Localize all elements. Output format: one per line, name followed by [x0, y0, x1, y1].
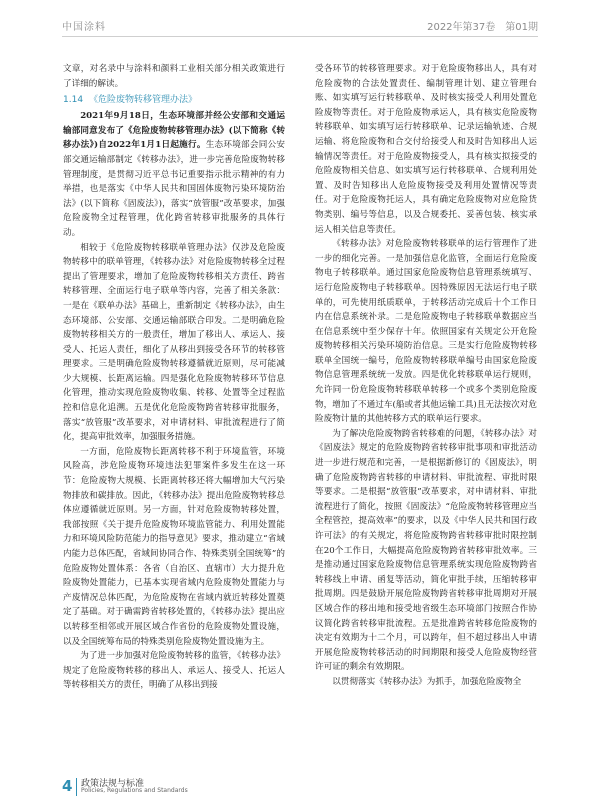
paragraph: 为了进一步加强对危险废物转移的监管，《转移办法》规定了危险废物转移的移出人、承运人、接受人、托运人等转移相关方的责任，明确了从移出到接 — [63, 651, 285, 691]
paragraph: 为了解决危险废物跨省转移难的问题，《转移办法》对《固废法》规定的危险废物跨省转移审批事项和审批活动进一步进行规范和完善，一是根据新修订的《固废法》，明确了危险废物跨省转移的申请材料、审批流程、审批时限等要求。二是根据“放管服”改革要求，对申请材料、审批流程进行了简化，按照《固废法》“危险废物转移管理应当全程管控，提高效率”的要求，以及《中华人民共和国行政许可法》的有关规定，将危险废物跨省转移审批时限控制在20个工作日，大幅提高危险废物跨省转移审批效率。三是推动通过国家危险废物信息管理系统实现危险废物跨省转移线上申请、函复等活动，简化审批手续，压缩转移审批周期。四是鼓励开展危险废物跨省转移审批周期对开展区域合作的移出地和接受地省级生态环境部门按照合作协议简化跨省转移审批流程。五是批准跨省转移危险废物的决定有效期为十二个月，可以跨年，但不超过移出人申请开展危险废物转移活动的时间期限和接受人危险废物经营许可证的剩余有效期限。 — [315, 428, 537, 673]
left-column — [63, 62, 285, 762]
paragraph-text: 生态环境部会同公安部交通运输部制定《转移办法》，进一步完善危险废物转移管理制度，是贯彻习近平总书记重要指示批示精神的有力举措，也是落实《中华人民共和国固体废物污染环境防治法》(以下简称《固废法》)，落实“放管服”改革要求，加强危险废物全过程管理，优化跨省转移审批服务的具体行动。 — [63, 140, 285, 238]
section-title: 《危险废物转移管理办法》 — [89, 95, 198, 106]
section-number: 1.14 — [63, 95, 84, 106]
column-name: 政策法规与标准 — [81, 779, 145, 789]
footer-divider — [76, 778, 77, 796]
journal-name: 中国涂料 — [62, 22, 106, 33]
section-heading — [63, 92, 285, 108]
issue-info: 2022年第37卷 第01期 — [427, 22, 538, 33]
bold-lead-text: 2021年9月18日，生态环境部并经公安部和交通运输部同意发布了《危险废物转移管理办法》(以下简称《转移办法》)自2022年1月1日起施行。 — [63, 111, 285, 151]
page-header — [62, 12, 538, 37]
paragraph: 《转移办法》对危险废物转移联单的运行管理作了进一步的细化完善。一是加强信息化监管，全面运行危险废物电子转移联单。通过国家危险废物信息管理系统填写、运行危险废物电子转移联单。因特殊原因无法运行电子联单的，可先使用纸质联单，于转移活动完成后十个工作日内在信息系统补录。二是危险废物电子转移联单数据应当在信息系统中至少保存十年。依照国家有关规定公开危险废物转移相关污染环境防治信息。三是实行危险废物转移联单全国统一编号，危险废物转移联单编号由国家危险废物信息管理系统统一发放。四是优化转移联单运行规则，允许同一份危险废物转移联单转移一个或多个类别危险废物，增加了不通过车(船或者其他运输工具)且无法按次对危险废物计量的其他转移方式的联单运行要求。 — [315, 239, 537, 425]
column-name-english: Policies, Regulations and Standards — [81, 787, 188, 794]
paragraph: 相较于《危险废物转移联单管理办法》仅涉及危险废物转移中的联单管理，《转移办法》对危险废物转移全过程提出了管理要求，增加了危险废物转移相关方责任、跨省转移管理、全面运行电子联单等内容，完善了相关条款：一是在《联单办法》基础上，重新制定《转移办法》，由生态环境部、公安部、交通运输部联合印发。二是明确危险废物转移相关方的一般责任，增加了移出人、承运人、接受人、托运人责任，细化了从移出到接受各环节的转移管理要求。三是明确危险废物转移遵循就近原则，尽可能减少大规模、长距离运输。四是强化危险废物转移环节信息化管理，推动实现危险废物收集、转移、处置等全过程监控和信息化追溯。五是优化危险废物跨省转移审批服务，落实“放管服”改革要求，对申请材料、审批流程进行了简化，提高审批效率，加强服务措施。 — [63, 242, 285, 443]
paragraph: 以贯彻落实《转移办法》为抓手，加强危险废物全 — [332, 676, 522, 687]
page-number: 4 — [62, 777, 73, 795]
paragraph: 一方面，危险废物长距离转移不利于环境监管，环境风险高，涉危险废物环境违法犯罪案件多发生在这一环节：危险废物大规模、长距离转移还将大幅增加大气污染物排放和碳排放。因此，《转移办法》提出危险废物转移总体应遵循就近原则。另一方面，针对危险废物转移处置，我部按照《关于提升危险废物环境监管能力、利用处置能力和环境风险防范能力的指导意见》要求，推动建立“省域内能力总体匹配，省域间协同合作、特殊类别全国统筹”的危险废物处置体系：各省（自治区、直辖市）大力提升危险废物处置能力，已基本实现省域内危险废物处置能力与产废情况总体匹配，为危险废物在省域内就近转移处置奠定了基础。对于确需跨省转移处置的，《转移办法》提出应以转移至相邻或开展区域合作省份的危险废物处置设施，以及全国统筹布局的特殊类别危险废物处置设施为主。 — [63, 446, 285, 647]
paragraph: 文章，对名录中与涂料和颜料工业相关部分相关政策进行了详细的解读。 — [63, 64, 285, 89]
paragraph — [63, 109, 285, 240]
paragraph: 受各环节的转移管理要求。对于危险废物移出人，具有对危险废物的合法处置责任、编制管理计划、建立管理台账、如实填写运行转移联单、及时核实接受人利用处置危险废物等责任。对于危险废物承运人，具有核实危险废物转移联单、如实填写运行转移联单、记录运输轨迹、合规运输、将危险废物和合交付给接受人和及时告知移出人运输情况等责任。对于危险废物接受人，具有核实拟接受的危险废物相关信息、如实填写运行转移联单、合规利用处置、及时告知移出人危险废物接受及利用处置情况等责任。对于危险废物托运人，具有确定危险废物对应危险货物类别、编号等信息，以及合规委托、妥善包装、核实承运人相关信息等责任。 — [315, 64, 537, 235]
right-column — [315, 62, 537, 762]
